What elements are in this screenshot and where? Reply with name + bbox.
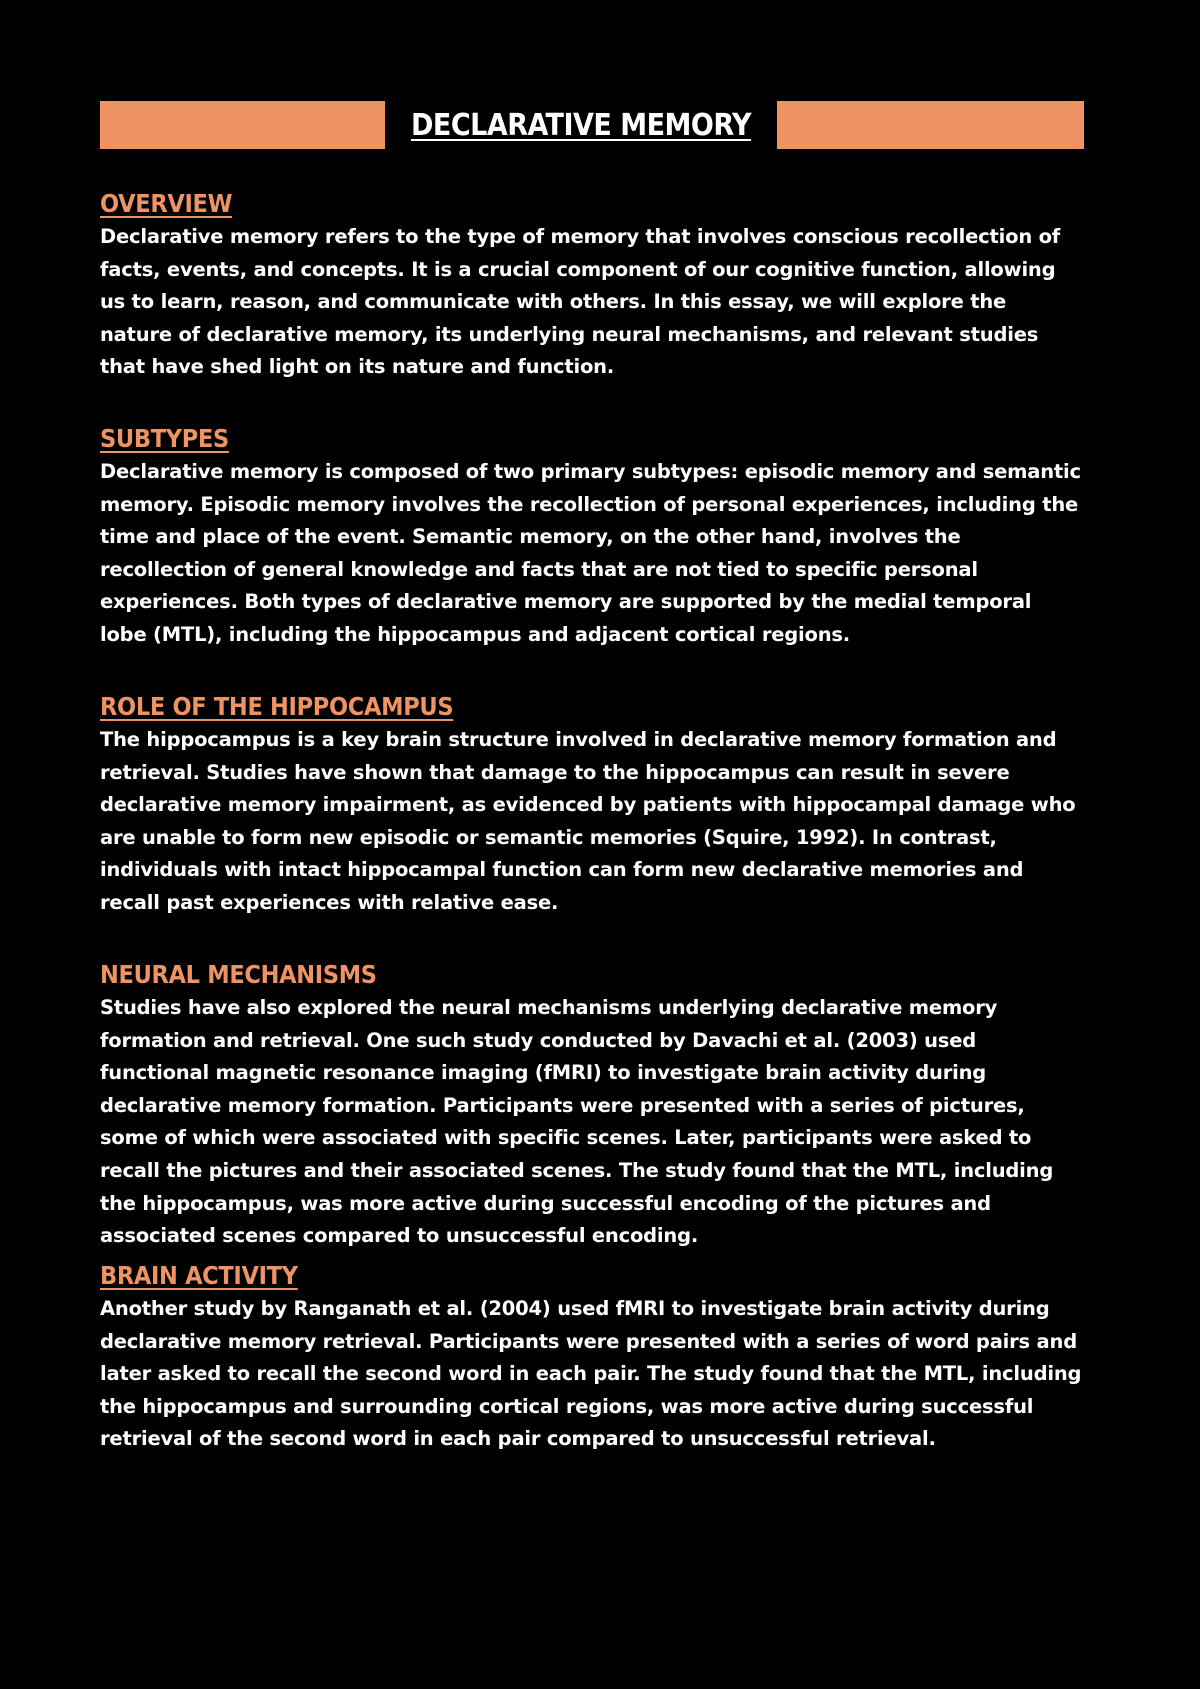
section-body-overview: Declarative memory refers to the type of memory that involves conscious recollection of facts, events, and concepts. It is a crucial component of our cognitive function, allowing us to learn, reason, and communicate with others. In this essay, we will explore the nature of declarative memory, its underlying neural mechanisms, and relevant studies that have shed light on its nature and function. bbox=[100, 225, 1061, 379]
section-subtypes bbox=[100, 422, 1084, 652]
section-neural-mechanisms bbox=[100, 958, 1084, 1253]
page-title: DECLARATIVE MEMORY bbox=[410, 107, 752, 143]
section-heading-brain-activity: BRAIN ACTIVITY bbox=[100, 1261, 298, 1290]
section-heading-neural-mechanisms: NEURAL MECHANISMS bbox=[100, 960, 377, 989]
section-overview bbox=[100, 187, 1084, 384]
title-banner bbox=[100, 101, 1084, 149]
section-heading-subtypes: SUBTYPES bbox=[100, 424, 229, 453]
section-brain-activity bbox=[100, 1259, 1084, 1456]
section-hippocampus bbox=[100, 690, 1084, 920]
section-body-brain-activity: Another study by Ranganath et al. (2004) used fMRI to investigate brain activity during declarative memory retrieval. Participants were presented with a series of word pairs and later asked to recall the second word in each pair. The study found that the MTL, including the hippocampus and surrounding cortical regions, was more active during successful retrieval of the second word in each pair compared to unsuccessful retrieval. bbox=[100, 1297, 1082, 1451]
section-body-neural-mechanisms: Studies have also explored the neural mechanisms underlying declarative memory formation and retrieval. One such study conducted by Davachi et al. (2003) used functional magnetic resonance imaging (fMRI) to investigate brain activity during declarative memory formation. Participants were presented with a series of pictures, some of which were associated with specific scenes. Later, participants were asked to recall the pictures and their associated scenes. The study found that the MTL, including the hippocampus, was more active during successful encoding of the pictures and associated scenes compared to unsuccessful encoding. bbox=[100, 996, 1054, 1248]
document-page bbox=[100, 101, 1084, 1451]
section-body-subtypes: Declarative memory is composed of two primary subtypes: episodic memory and semantic memory. Episodic memory involves the recollection of personal experiences, including the time and place of the event. Semantic memory, on the other hand, involves the recollection of general knowledge and facts that are not tied to specific personal experiences. Both types of declarative memory are supported by the medial temporal lobe (MTL), including the hippocampus and adjacent cortical regions. bbox=[100, 460, 1081, 646]
section-body-hippocampus: The hippocampus is a key brain structure involved in declarative memory formation and retrieval. Studies have shown that damage to the hippocampus can result in severe declarative memory impairment, as evidenced by patients with hippocampal damage who are unable to form new episodic or semantic memories (Squire, 1992). In contrast, individuals with intact hippocampal function can form new declarative memories and recall past experiences with relative ease. bbox=[100, 728, 1076, 914]
section-heading-overview: OVERVIEW bbox=[100, 189, 233, 218]
title-bar-left bbox=[100, 101, 385, 149]
title-bar-right bbox=[777, 101, 1084, 149]
section-heading-hippocampus: ROLE OF THE HIPPOCAMPUS bbox=[100, 692, 454, 721]
